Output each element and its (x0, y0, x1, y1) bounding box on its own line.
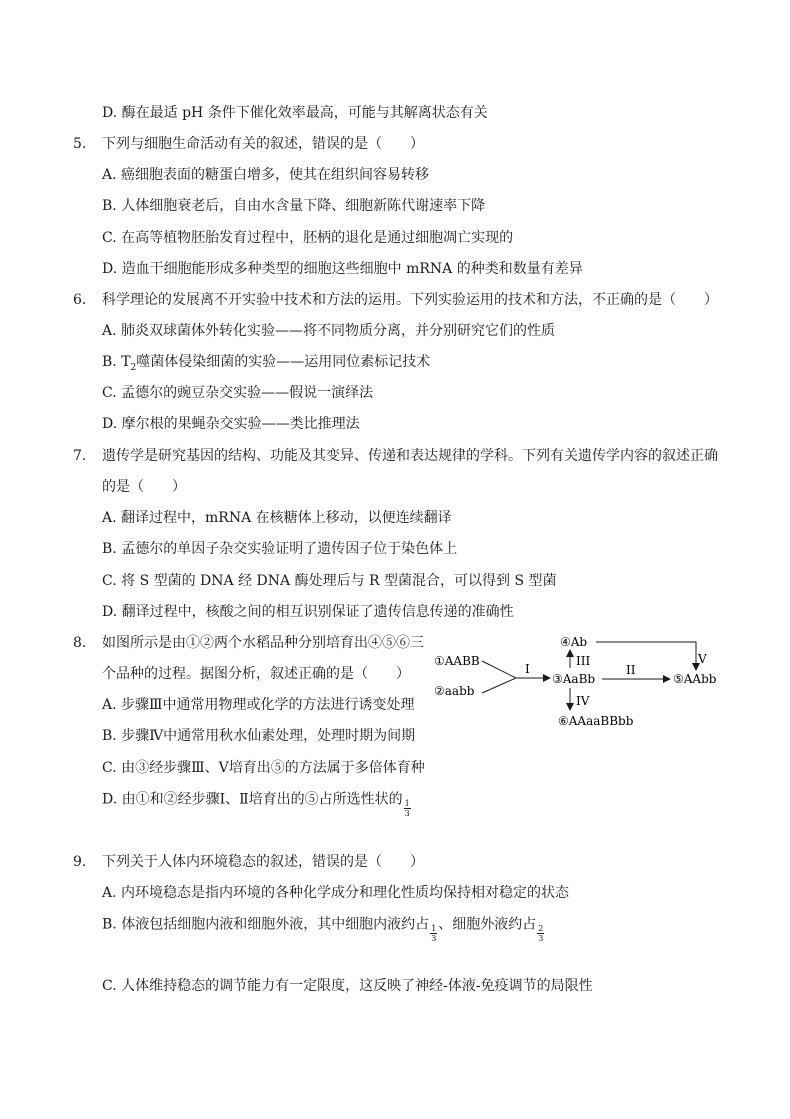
fraction-numerator: 1 (404, 799, 410, 808)
diagram-node-1: ①AABB (434, 654, 480, 668)
q6-stem: 科学理论的发展离不开实验中技术和方法的运用。下列实验运用的技术和方法，不正确的是（ ） (102, 292, 718, 308)
q7-number: 7. (73, 448, 87, 464)
q7-stem-line1: 遗传学是研究基因的结构、功能及其变异、传递和表达规律的学科。下列有关遗传学内容的叙述正确 (102, 448, 718, 464)
q7-option-d: D. 翻译过程中，核酸之间的相互识别保证了遗传信息传递的准确性 (102, 604, 514, 620)
fraction-denominator: 3 (431, 934, 437, 943)
q7-stem-line2: 的是（ ） (102, 479, 186, 495)
q8-option-d-text: D. 由①和②经步骤Ⅰ、Ⅱ培育出的⑤占所选性状的 (102, 791, 403, 808)
breeding-diagram (430, 630, 730, 730)
q8-option-a: A. 步骤Ⅲ中通常用物理或化学的方法进行诱变处理 (102, 697, 415, 713)
diagram-step-2: II (626, 663, 636, 677)
fraction-denominator: 3 (538, 934, 544, 943)
q7-option-a: A. 翻译过程中，mRNA 在核糖体上移动，以便连续翻译 (102, 510, 452, 526)
diagram-node-2: ②aabb (434, 684, 475, 698)
diagram-step-5: V (698, 652, 707, 666)
diagram-step-3: III (576, 654, 591, 668)
q8-option-d (102, 790, 412, 818)
q9-option-b (102, 915, 545, 943)
q5-option-a: A. 癌细胞表面的糖蛋白增多，使其在组织间容易转移 (102, 167, 430, 183)
diagram-step-4: IV (576, 694, 590, 708)
q8-number: 8. (73, 635, 87, 651)
q6-option-a: A. 肺炎双球菌体外转化实验——将不同物质分离，并分别研究它们的性质 (102, 323, 556, 339)
diagram-node-5: ⑤AAbb (673, 672, 717, 686)
q9-option-b-fraction-1 (430, 924, 437, 943)
q6-option-b-subscript: 2 (130, 362, 137, 373)
q5-option-b: B. 人体细胞衰老后，自由水含量下降、细胞新陈代谢速率下降 (102, 198, 486, 214)
q6-option-b (102, 353, 430, 377)
q6-number: 6. (73, 292, 87, 308)
q7-option-c: C. 将 S 型菌的 DNA 经 DNA 酶处理后与 R 型菌混合，可以得到 S 型菌 (102, 573, 557, 589)
q8-option-b: B. 步骤Ⅳ中通常用秋水仙素处理，处理时期为间期 (102, 728, 416, 744)
q5-stem: 下列与细胞生命活动有关的叙述，错误的是（ ） (102, 136, 424, 152)
diagram-node-3: ③AaBb (552, 672, 596, 686)
q6-option-b-prefix: B. T (102, 354, 131, 370)
q5-option-d: D. 造血干细胞能形成多种类型的细胞这些细胞中 mRNA 的种类和数量有差异 (102, 261, 583, 277)
q6-option-c: C. 孟德尔的豌豆杂交实验——假说一演绎法 (102, 385, 374, 401)
q9-option-b-fraction-2 (537, 924, 544, 943)
diagram-arrow-step-5 (596, 642, 696, 670)
q6-option-d: D. 摩尔根的果蝇杂交实验——类比推理法 (102, 416, 360, 432)
diagram-node-4: ④Ab (560, 635, 588, 649)
diagram-node-6: ⑥AAaaBBbb (558, 714, 634, 728)
q7-option-b: B. 孟德尔的单因子杂交实验证明了遗传因子位于染色体上 (102, 541, 458, 557)
q9-option-b-text: B. 体液包括细胞内液和细胞外液，其中细胞内液约占 (102, 916, 430, 933)
fraction-numerator: 2 (538, 924, 544, 933)
fraction-numerator: 1 (431, 924, 437, 933)
q5-option-c: C. 在高等植物胚胎发育过程中，胚柄的退化是通过细胞凋亡实现的 (102, 230, 514, 246)
q9-stem: 下列关于人体内环境稳态的叙述，错误的是（ ） (102, 854, 424, 870)
q9-option-b-mid: 、细胞外液约占 (438, 916, 537, 933)
fraction-denominator: 3 (404, 809, 410, 818)
diagram-merge-lines (482, 661, 516, 693)
q9-option-c: C. 人体维持稳态的调节能力有一定限度，这反映了神经-体液-免疫调节的局限性 (102, 978, 593, 994)
q9-number: 9. (73, 854, 87, 870)
diagram-step-1: I (525, 662, 530, 676)
q5-number: 5. (73, 136, 87, 152)
q8-option-d-fraction (404, 799, 411, 818)
q8-option-c: C. 由③经步骤Ⅲ、Ⅴ培育出⑤的方法属于多倍体育种 (102, 760, 425, 776)
q9-option-a: A. 内环境稳态是指内环境的各种化学成分和理化性质均保持相对稳定的状态 (102, 885, 570, 901)
q6-option-b-text: 噬菌体侵染细菌的实验——运用同位素标记技术 (136, 354, 431, 370)
q4-option-d: D. 酶在最适 pH 条件下催化效率最高，可能与其解离状态有关 (102, 105, 488, 121)
q8-stem-line2: 个品种的过程。据图分析，叙述正确的是（ ） (102, 666, 410, 682)
q8-stem-line1: 如图所示是由①②两个水稻品种分别培育出④⑤⑥三 (102, 635, 424, 651)
